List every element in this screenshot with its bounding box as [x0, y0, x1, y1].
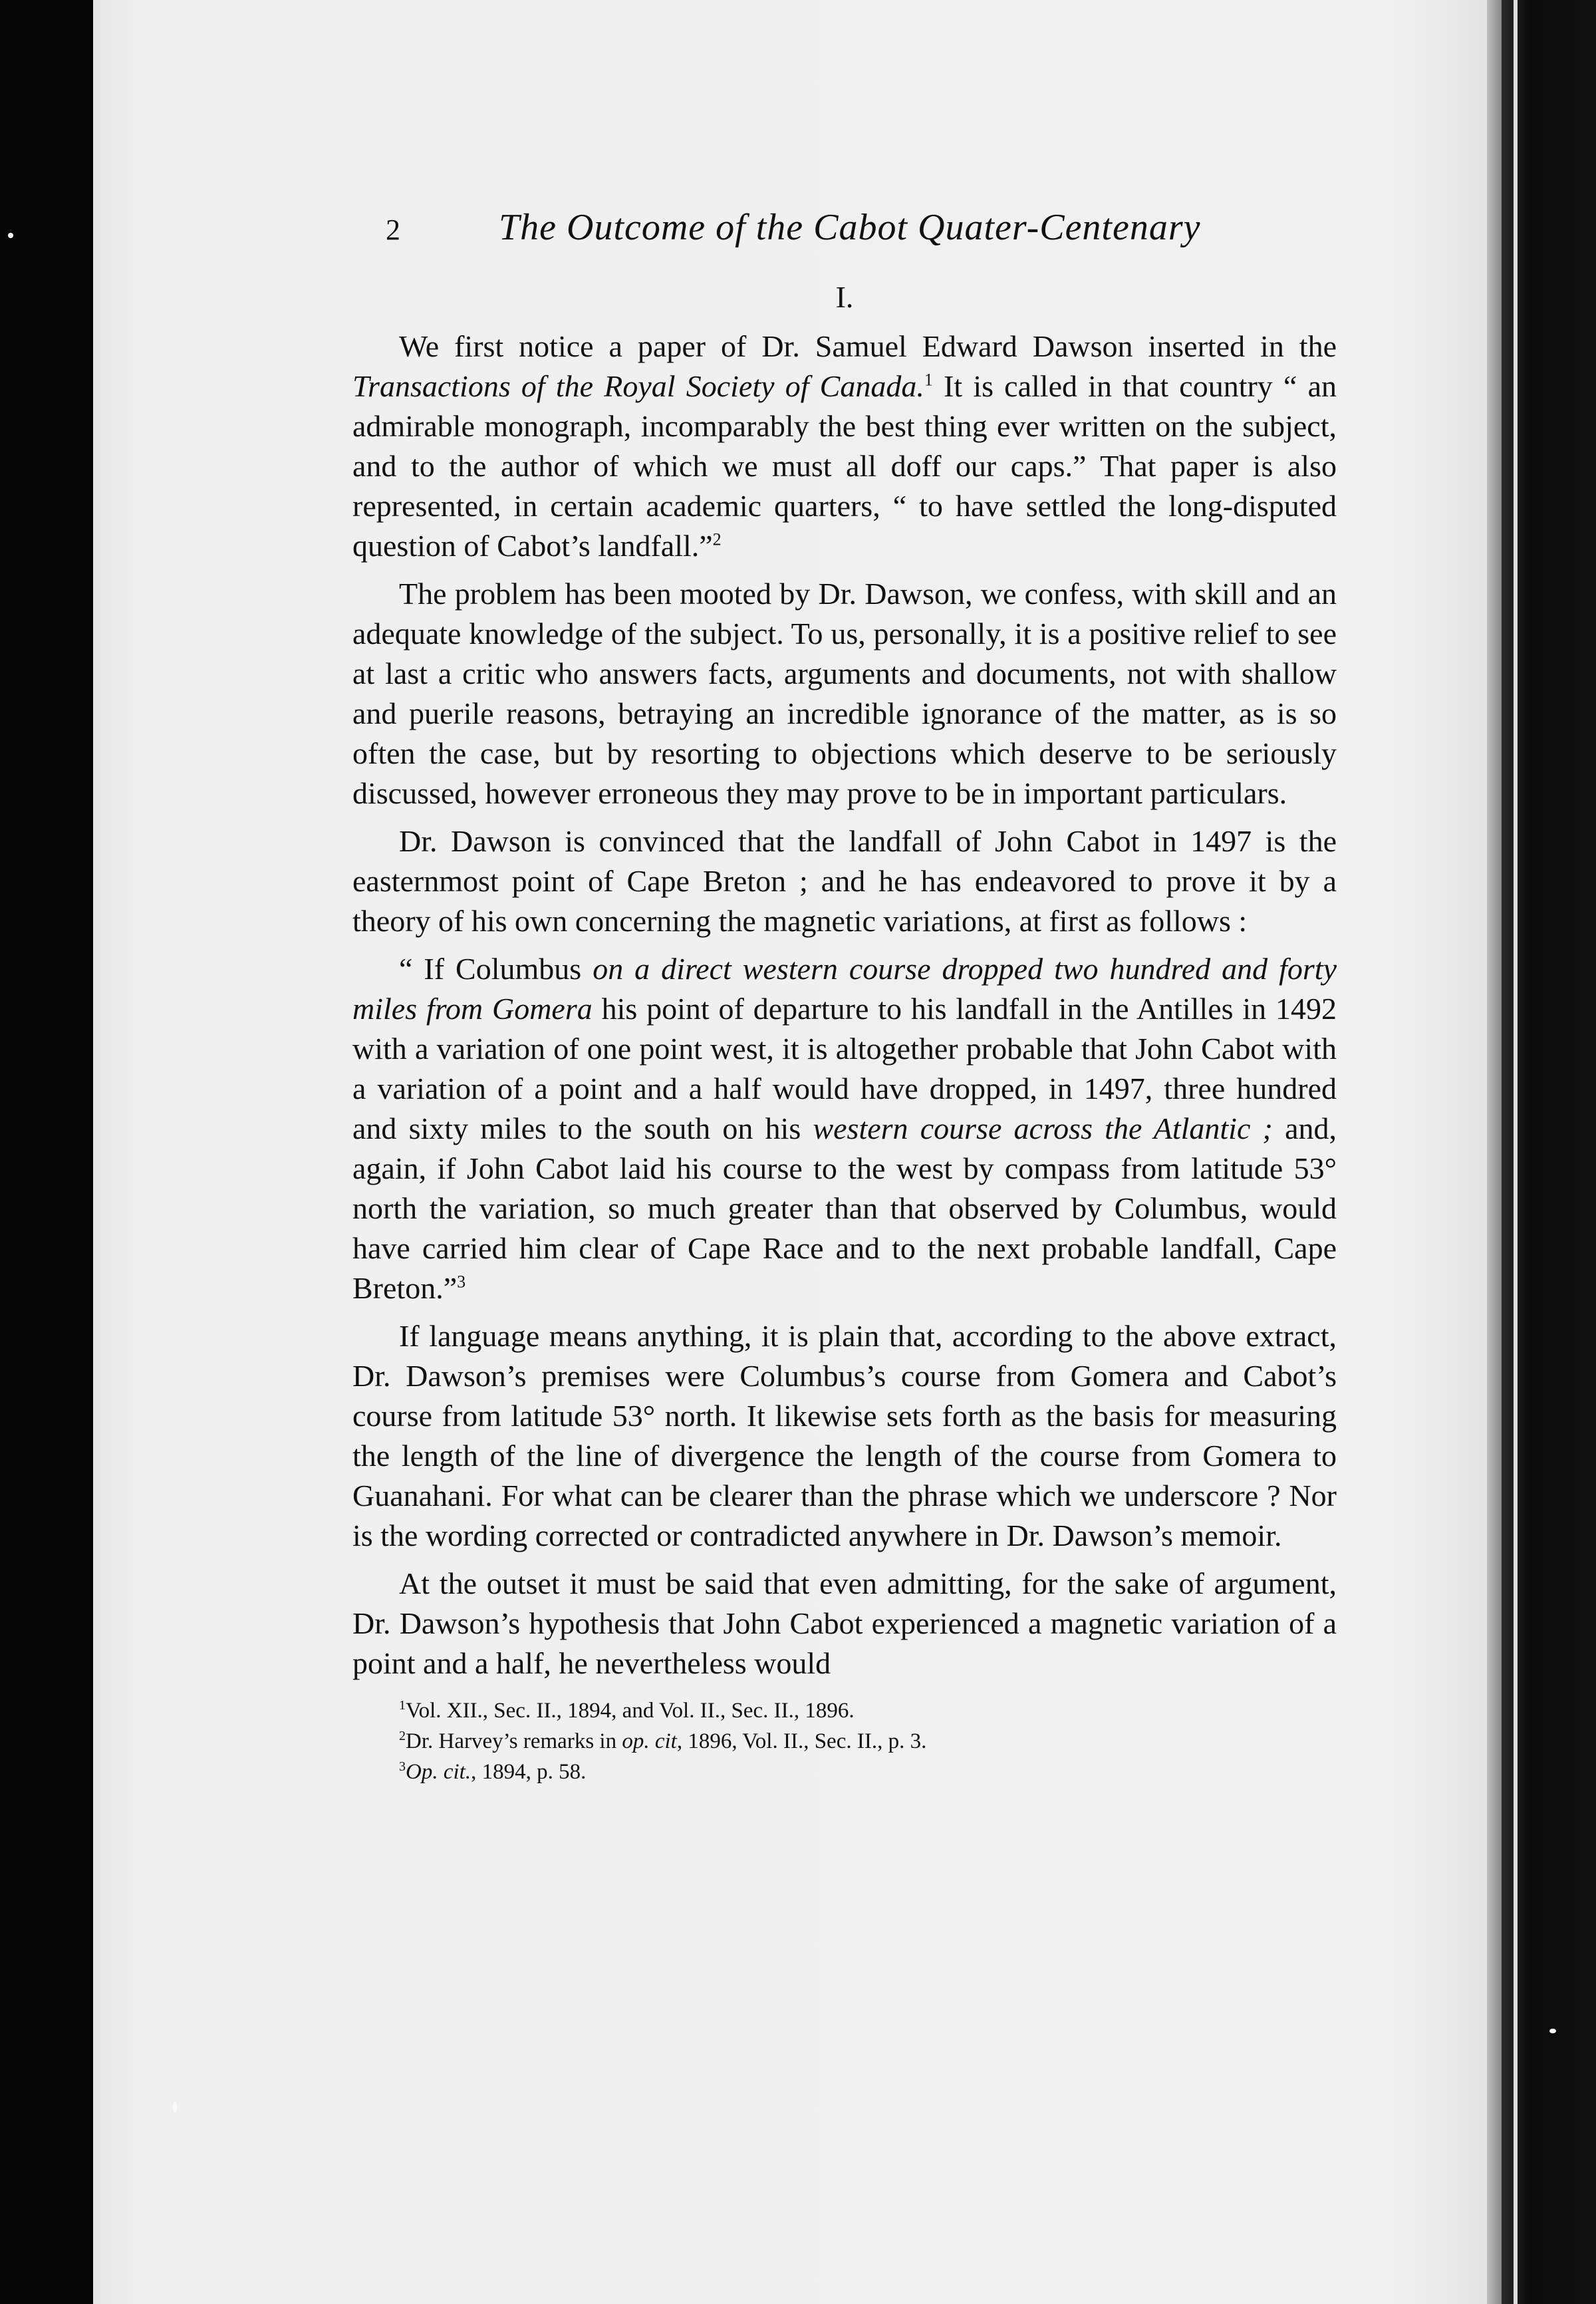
- page-gutter-shadow: [1487, 0, 1502, 2304]
- footnote-text: , 1896, Vol. II., Sec. II., p. 3.: [676, 1729, 927, 1753]
- journal-title: Transactions of the Royal Society of Canada.: [352, 369, 924, 403]
- footnote-1: [399, 1695, 1337, 1726]
- paragraph-4: If language means anything, it is plain that, according to the above extract, Dr. Dawson’s premises were Columbus’s course from Gomera and Cabot’s course from latitude 53° north. It likewise sets forth as the basis for measuring the length of the line of divergence the length of the course from Gomera to Guanahani. For what can be clearer than the phrase which we underscore ? Nor is the wording corrected or contradicted anywhere in Dr. Dawson’s memoir.: [352, 1319, 1337, 1552]
- footnote-marker: 1: [924, 370, 933, 390]
- footnote-3: [399, 1757, 1337, 1787]
- quote-text: and, again, if John Cabot laid his course to the west by compass from latitude 53° north the variation, so much greater than that observed by Columbus, would have carried him clear of Cape Race and to the next probable landfall, Cape Breton.”: [352, 1111, 1337, 1305]
- paragraph-1: [352, 327, 1337, 566]
- footnote-text: , 1894, p. 58.: [471, 1760, 587, 1784]
- underscored-phrase: western course across the Atlantic ;: [813, 1111, 1273, 1145]
- text-block: [352, 206, 1337, 1787]
- quote-text: his point of departure to his landfall in the Antilles in 1492 with a variation of one point west, it is altogether probable that John Cabot with a variation of a point and a half would have dropped, in 1497, three hundred and sixty miles to the south on his: [352, 992, 1337, 1145]
- section-numeral: I.: [835, 280, 854, 314]
- underscored-phrase: on a direct western course dropped two hundred and forty miles from Gomera: [352, 952, 1337, 1026]
- dust-speck: [8, 233, 13, 238]
- paragraph-3: Dr. Dawson is convinced that the landfall of John Cabot in 1497 is the easternmost point of Cape Breton ; and he has endeavored to prove it by a theory of his own concerning the magnetic variations, at first as follows :: [352, 824, 1337, 938]
- footnote-mark: 2: [399, 1729, 406, 1743]
- quote-text: “ If Columbus: [399, 952, 593, 986]
- page-number: 2: [386, 214, 400, 246]
- footnote-mark: 1: [399, 1698, 406, 1713]
- dust-speck: [1549, 2029, 1556, 2033]
- footnote-text: Dr. Harvey’s remarks in: [406, 1729, 622, 1753]
- block-quote: [352, 949, 1337, 1308]
- footnote-marker: 3: [457, 1272, 466, 1292]
- paragraph-2: The problem has been mooted by Dr. Dawson, we confess, with skill and an adequate knowledge of the subject. To us, personally, it is a positive relief to see at last a critic who answers facts, arguments and documents, not with shallow and puerile reasons, betraying an incredible ignorance of the matter, as is so often the case, but by resorting to objections which deserve to be seriously discussed, however erroneous they may prove to be in important particulars.: [352, 577, 1337, 810]
- paragraph-1-text: We first notice a paper of Dr. Samuel Edward Dawson inserted in the: [399, 329, 1337, 363]
- running-title: The Outcome of the Cabot Quater-Centenary: [499, 207, 1201, 248]
- paragraph-1-text: It is called in that country “ an admirable monograph, incomparably the best thing ever written on the subject, and to the author of which we must all doff our caps.” That paper is also represented, in certain academic quarters, “ to have settled the long-disputed question of Cabot’s landfall.”: [352, 369, 1337, 563]
- running-head: [352, 206, 1337, 266]
- footnote-mark: 3: [399, 1759, 406, 1774]
- footnote-marker: 2: [712, 529, 722, 549]
- dust-speck: [173, 2102, 177, 2112]
- next-page-edge: [1514, 0, 1518, 2304]
- footnote-text: Vol. XII., Sec. II., 1894, and Vol. II., Sec. II., 1896.: [406, 1699, 855, 1723]
- scan-border-left: [0, 0, 93, 2304]
- footnotes: [352, 1695, 1337, 1787]
- footnote-text-italic: Op. cit.: [406, 1760, 471, 1784]
- footnote-text-italic: op. cit: [622, 1729, 677, 1753]
- footnote-2: [399, 1726, 1337, 1757]
- paragraph-5: At the outset it must be said that even admitting, for the sake of argument, Dr. Dawson’s hypothesis that John Cabot experienced a magnetic variation of a point and a half, he nevertheless would: [352, 1566, 1337, 1680]
